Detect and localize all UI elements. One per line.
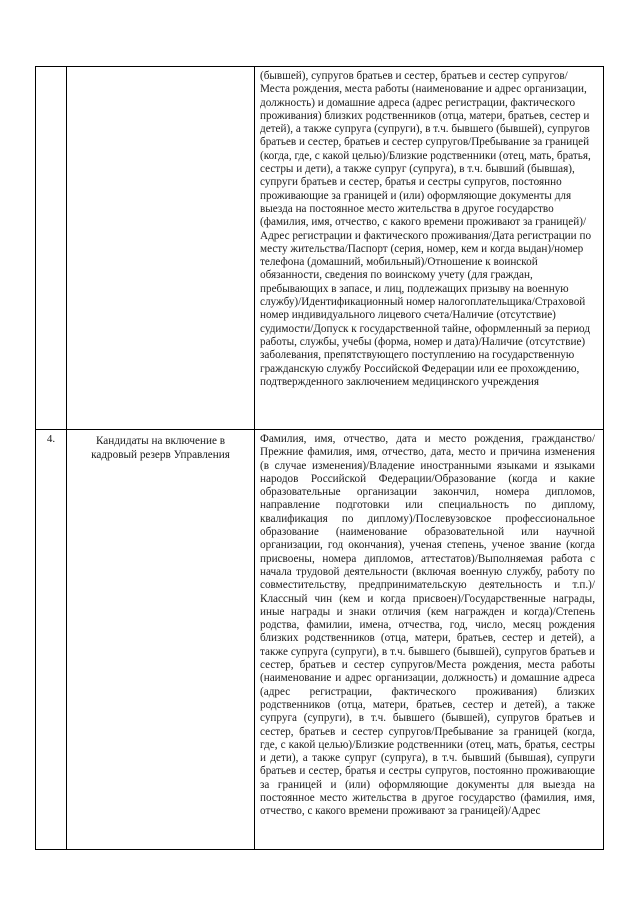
data-list-text: (бывшей), супругов братьев и сестер, братьев и сестер супругов/Места рождения, места работы (наименование и адрес организации, должность) и домашние адреса (адрес регистрации, фактического проживания) близких родственников (отца, матери, братьев, сестер и детей), а также супруга (супруги), в т.ч. бывшего (бывшей), супругов братьев и сестер, братьев и сестер супругов/Пребывание за границей (когда, где, с какой целью)/Близкие родственники (отец, мать, братья, сестры и дети), а также супруг (супруга), в т.ч. бывший (бывшая), супруги братьев и сестер, братья и сестры супругов, постоянно проживающие за границей и (или) оформляющие документы для выезда на постоянное место жительства в другое государство (фамилия, имя, отчество, с какого времени проживают за границей)/Адрес регистрации и фактического проживания/Дата регистрации по месту жительства/Паспорт (серия, номер, кем и когда выдан)/номер телефона (домашний, мобильный)/Отношение к воинской обязанности, сведения по воинскому учету (для граждан, пребывающих в запасе, и лиц, подлежащих призыву на военную службу)/Идентификационный номер налогоплательщика/Страховой номер индивидуального лицевого счета/Наличие (отсутствие) судимости/Допуск к государственной тайне, оформленный за период работы, службы, учебы (форма, номер и дата)/Наличие (отсутствие) заболевания, препятствующего поступлению на государственную гражданскую службу Российской Федерации или ее прохождению, подтвержденного заключением медицинского учреждения <box>260 70 592 388</box>
category-cell <box>67 67 255 430</box>
data-list-cell <box>255 67 604 430</box>
category-label: Кандидаты на включение в кадровый резерв Управления <box>91 435 230 461</box>
row-number: 4. <box>46 433 56 445</box>
row-number-cell <box>36 430 67 850</box>
data-list-text: Фамилия, имя, отчество, дата и место рождения, гражданство/Прежние фамилия, имя, отчество, дата, место и причина изменения (в случае изменения)/Владение иностранными языками и языками народов Российской Федерации/Образование (когда и какие образовательные организации закончил, номера дипломов, направление подготовки или специальность по диплому, квалификация по диплому)/Послевузовское профессиональное образование (наименование образовательной или научной организации, год окончания), ученая степень, ученое звание (когда присвоены, номера дипломов, аттестатов)/Выполняемая работа с начала трудовой деятельности (включая военную службу, работу по совместительству, предпринимательскую деятельность и т.п.)/Классный чин (кем и когда присвоен)/Государственные награды, иные награды и знаки отличия (кем награжден и когда)/Степень родства, фамилии, имена, отчества, год, число, месяц рождения близких родственников (отца, матери, братьев, сестер и детей), а также супруга (супруги), в т.ч. бывшего (бывшей), супругов братьев и сестер, братьев и сестер супругов/Места рождения, места работы (наименование и адрес организации, должность) и домашние адреса (адрес регистрации, фактического проживания) близких родственников (отца, матери, братьев, сестер и детей), а также супруга (супруги), в т.ч. бывшего (бывшей), супругов братьев и сестер, братьев и сестер супругов/Пребывание за границей (когда, где, с какой целью)/Близкие родственники (отец, мать, братья, сестры и дети), а также супруг (супруга), в т.ч. бывший (бывшая), супруги братьев и сестер, братья и сестры супругов, постоянно проживающие за границей и (или) оформляющие документы для выезда на постоянное место жительства в другое государство (фамилия, имя, отчество, с какого времени проживают за границей)/Адрес <box>260 433 595 818</box>
personal-data-table <box>35 66 604 850</box>
category-cell <box>67 430 255 850</box>
data-list-cell <box>255 430 604 850</box>
category-label <box>67 67 254 71</box>
table-row <box>36 430 604 850</box>
row-number-cell <box>36 67 67 430</box>
table-row <box>36 67 604 430</box>
row-number <box>36 67 66 69</box>
